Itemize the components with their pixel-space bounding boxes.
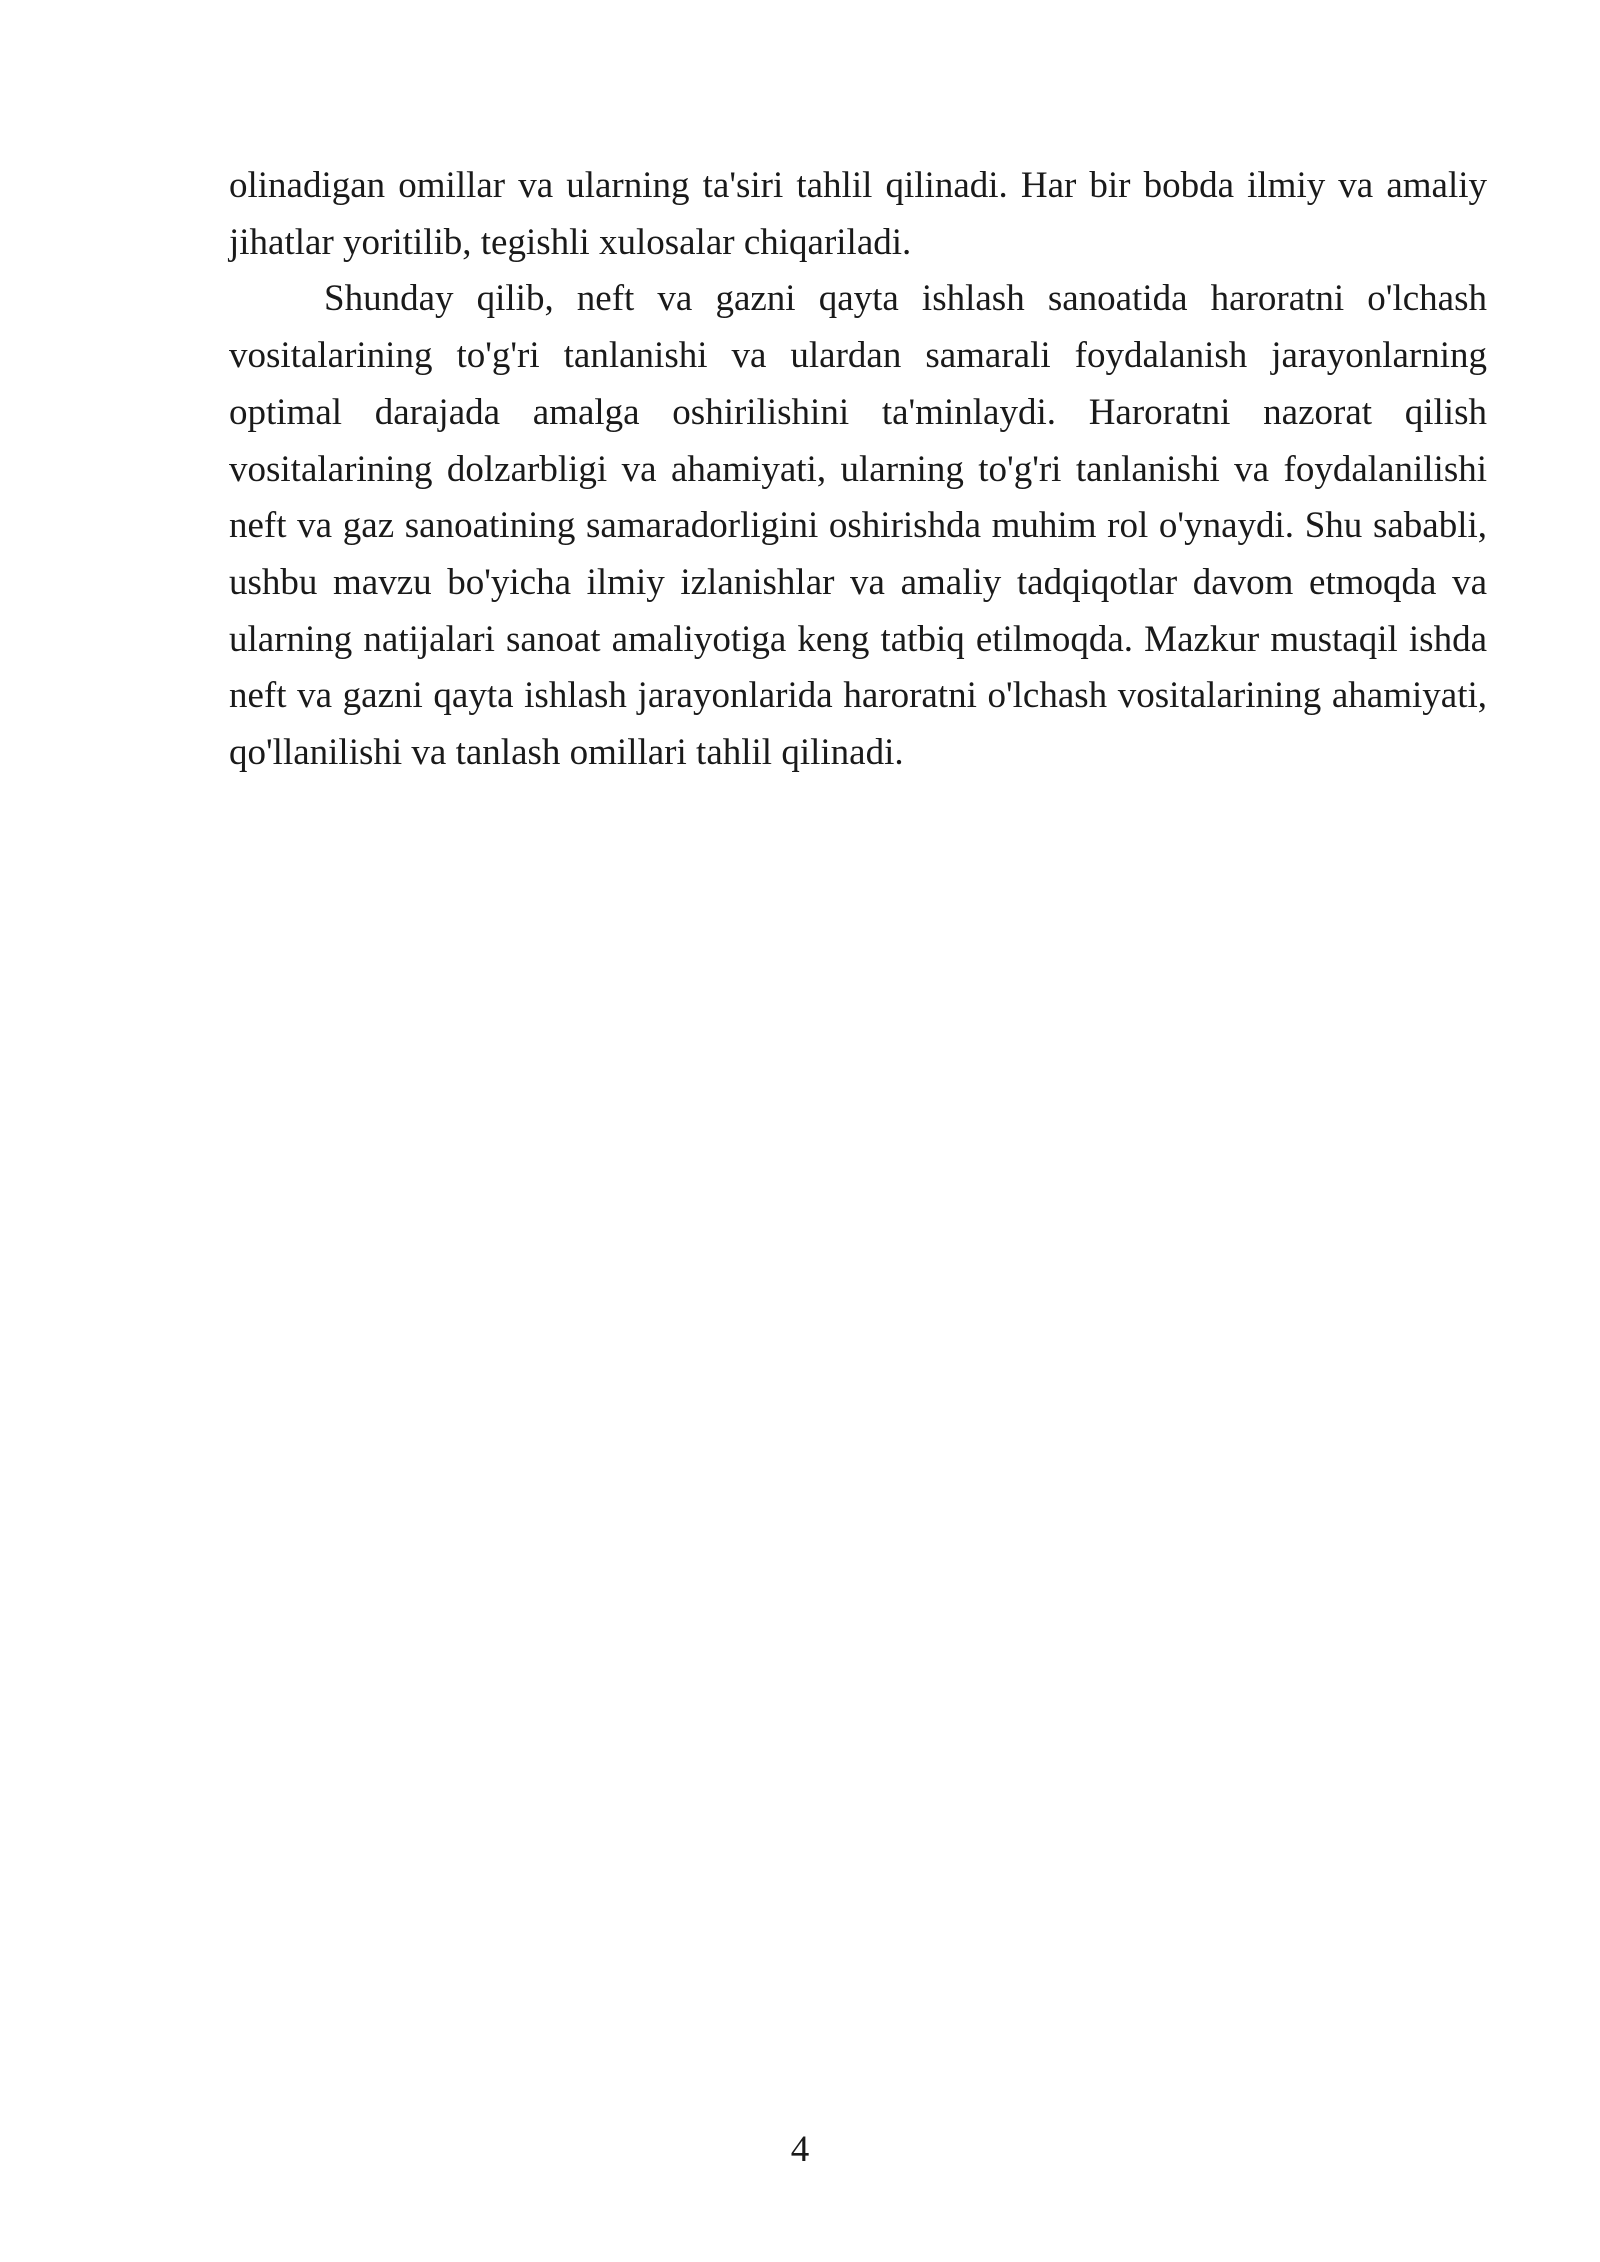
body-text — [229, 158, 1487, 782]
page-number: 4 — [790, 2129, 810, 2170]
paragraph-conclusion: Shunday qilib, neft va gazni qayta ishlash sanoatida haroratni o'lchash vositalarining to'g'ri tanlanishi va ulardan samarali foydalanish jarayonlarning optimal darajada amalga oshirilishini ta'minlaydi. Haroratni nazorat qilish vositalarining dolzarbligi va ahamiyati, ularning to'g'ri tanlanishi va foydalanilishi neft va gaz sanoatining samaradorligini oshirishda muhim rol o'ynaydi. Shu sababli, ushbu mavzu bo'yicha ilmiy izlanishlar va amaliy tadqiqotlar davom etmoqda va ularning natijalari sanoat amaliyotiga keng tatbiq etilmoqda. Mazkur mustaqil ishda neft va gazni qayta ishlash jarayonlarida haroratni o'lchash vositalarining ahamiyati, qo'llanilishi va tanlash omillari tahlil qilinadi. — [229, 278, 1487, 774]
paragraph-continuation: olinadigan omillar va ularning ta'siri tahlil qilinadi. Har bir bobda ilmiy va amaliy jihatlar yoritilib, tegishli xulosalar chiqariladi. — [229, 165, 1487, 263]
